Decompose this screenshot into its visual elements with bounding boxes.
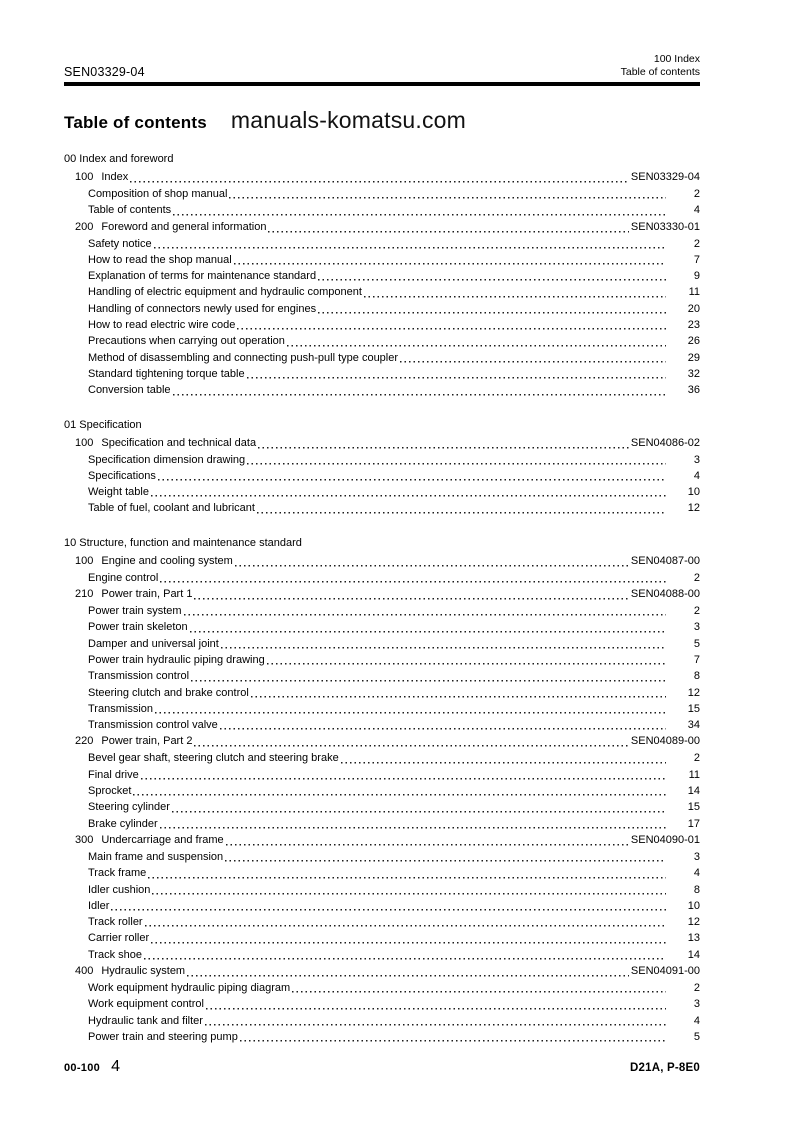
item-title: How to read electric wire code	[88, 319, 236, 332]
toc-item-row	[88, 947, 700, 963]
toc-item-row	[88, 301, 700, 317]
dot-leader	[194, 733, 628, 750]
toc-item-row	[88, 619, 700, 635]
dot-leader	[160, 570, 666, 586]
toc-item-row	[88, 1013, 700, 1029]
item-title: Work equipment control	[88, 998, 204, 1011]
toc-group	[64, 535, 700, 1045]
item-page: 36	[687, 384, 700, 397]
header-section-info	[621, 53, 700, 79]
dot-leader	[318, 268, 666, 284]
item-title: Main frame and suspension	[88, 850, 224, 863]
toc-item-row	[88, 767, 700, 783]
header-doc-code: SEN03329-04	[64, 65, 145, 79]
header-section-line1: 100 Index	[653, 53, 700, 65]
dot-leader	[172, 799, 666, 815]
item-page: 14	[687, 948, 700, 961]
toc-chapter-row	[75, 963, 700, 980]
toc-item-row	[88, 865, 700, 881]
dot-leader	[141, 767, 666, 783]
item-title: Engine control	[88, 571, 159, 584]
item-title: Damper and universal joint	[88, 637, 219, 650]
item-page: 2	[693, 188, 700, 200]
dot-leader	[194, 586, 628, 603]
dot-leader	[229, 186, 666, 202]
item-title: Weight table	[88, 486, 149, 499]
dot-leader	[151, 484, 666, 500]
item-title: Specification dimension drawing	[88, 453, 246, 466]
footer-section-code: 00-100	[64, 1062, 101, 1074]
item-page: 12	[687, 502, 700, 515]
item-title: Composition of shop manual	[88, 188, 228, 200]
item-title: Transmission control	[88, 670, 190, 683]
item-title: Steering clutch and brake control	[88, 686, 249, 699]
dot-leader	[160, 816, 666, 832]
item-title: Handling of connectors newly used for engines	[88, 302, 317, 315]
item-title: Power train skeleton	[88, 621, 188, 634]
dot-leader	[133, 783, 666, 799]
dot-leader	[267, 652, 666, 668]
toc-item-row	[88, 268, 700, 284]
item-page: 13	[687, 932, 700, 945]
item-title: Sprocket	[88, 785, 132, 798]
item-title: Transmission control valve	[88, 719, 218, 732]
item-title: Conversion table	[88, 384, 171, 397]
toc-item-row	[88, 685, 700, 701]
toc-item-row	[88, 914, 700, 930]
item-title: Power train hydraulic piping drawing	[88, 653, 265, 666]
chapter-number: 220	[75, 735, 94, 748]
chapter-ref: SEN04089-00	[630, 735, 700, 748]
dot-leader	[235, 553, 629, 570]
item-page: 8	[693, 883, 700, 896]
dot-leader	[173, 382, 666, 398]
item-page: 2	[693, 571, 700, 584]
item-title: Bevel gear shaft, steering clutch and steering brake	[88, 752, 339, 765]
toc-item-row	[88, 382, 700, 398]
page	[64, 0, 700, 1045]
toc-item-row	[88, 1029, 700, 1045]
dot-leader	[187, 963, 629, 980]
item-page: 8	[693, 670, 700, 683]
page-footer	[64, 1058, 700, 1076]
item-title: How to read the shop manual	[88, 253, 232, 266]
dot-leader	[287, 333, 666, 349]
item-page: 9	[693, 270, 700, 283]
item-page: 2	[693, 605, 700, 618]
dot-leader	[206, 996, 666, 1012]
item-page: 26	[687, 335, 700, 348]
dot-leader	[158, 468, 666, 484]
dot-leader	[154, 236, 666, 252]
toc-item-row	[88, 636, 700, 652]
toc-item-row	[88, 816, 700, 832]
chapter-ref: SEN04091-00	[630, 964, 700, 977]
item-title: Handling of electric equipment and hydraulic component	[88, 286, 362, 299]
item-page: 34	[687, 719, 700, 732]
chapter-number: 300	[75, 833, 94, 846]
item-page: 32	[687, 367, 700, 380]
dot-leader	[234, 252, 666, 268]
item-title: Hydraulic tank and filter	[88, 1014, 203, 1027]
dot-leader	[237, 317, 666, 333]
toc-item-row	[88, 717, 700, 733]
item-title: Track frame	[88, 867, 147, 880]
dot-leader	[173, 202, 666, 218]
item-page: 10	[687, 899, 700, 912]
footer-left	[64, 1058, 120, 1076]
toc-item-row	[88, 668, 700, 684]
toc-item-row	[88, 236, 700, 252]
chapter-number: 100	[75, 436, 94, 449]
chapter-number: 400	[75, 964, 94, 977]
toc-group	[64, 151, 700, 399]
toc-item-row	[88, 799, 700, 815]
item-page: 7	[693, 653, 700, 666]
item-page: 2	[693, 752, 700, 765]
chapter-title: Hydraulic system	[101, 964, 186, 977]
toc-item-row	[88, 284, 700, 300]
item-page: 4	[693, 469, 700, 482]
title-row	[64, 107, 700, 134]
toc-item-row	[88, 468, 700, 484]
item-page: 12	[687, 916, 700, 929]
chapter-title: Index	[101, 171, 129, 183]
chapter-title: Foreword and general information	[101, 220, 267, 233]
chapter-ref: SEN03329-04	[630, 171, 700, 183]
item-page: 15	[687, 801, 700, 814]
item-page: 7	[693, 253, 700, 266]
item-title: Idler cushion	[88, 883, 151, 896]
toc-group-label: 00 Index and foreword	[64, 153, 174, 165]
dot-leader	[205, 1013, 666, 1029]
toc-item-row	[88, 350, 700, 366]
toc-chapter-row	[75, 733, 700, 750]
item-title: Transmission	[88, 702, 153, 715]
toc-item-row	[88, 701, 700, 717]
item-title: Brake cylinder	[88, 817, 158, 830]
chapter-ref: SEN04086-02	[630, 436, 700, 449]
toc-item-row	[88, 452, 700, 468]
toc-item-row	[88, 603, 700, 619]
dot-leader	[341, 750, 666, 766]
item-page: 4	[693, 204, 700, 217]
toc-item-row	[88, 996, 700, 1012]
dot-leader	[251, 685, 666, 701]
toc-item-row	[88, 882, 700, 898]
toc-item-row	[88, 849, 700, 865]
toc-group-label: 01 Specification	[64, 418, 142, 431]
toc-item-row	[88, 570, 700, 586]
dot-leader	[225, 849, 666, 865]
dot-leader	[268, 219, 628, 236]
toc-item-row	[88, 484, 700, 500]
toc-chapter-row	[75, 219, 700, 236]
dot-leader	[152, 882, 666, 898]
toc-group	[64, 417, 700, 517]
item-title: Safety notice	[88, 237, 152, 250]
header-section-line2: Table of contents	[620, 66, 700, 78]
toc-item-row	[88, 317, 700, 333]
item-title: Specifications	[88, 469, 156, 482]
table-of-contents	[64, 151, 700, 1045]
item-title: Table of contents	[88, 204, 172, 217]
item-page: 4	[693, 1014, 700, 1027]
chapter-number: 200	[75, 220, 94, 233]
dot-leader	[190, 619, 666, 635]
page-header	[64, 0, 700, 86]
toc-item-row	[88, 783, 700, 799]
item-page: 3	[693, 453, 700, 466]
chapter-ref: SEN04088-00	[630, 588, 700, 601]
dot-leader	[220, 717, 666, 733]
chapter-number: 210	[75, 588, 94, 601]
toc-item-row	[88, 333, 700, 349]
chapter-ref: SEN04087-00	[630, 554, 700, 567]
dot-leader	[400, 350, 666, 366]
item-title: Power train and steering pump	[88, 1030, 238, 1043]
watermark-text: manuals-komatsu.com	[230, 107, 467, 133]
dot-leader	[145, 914, 666, 930]
toc-item-row	[88, 980, 700, 996]
page-title: Table of contents	[64, 113, 207, 132]
item-page: 11	[688, 768, 700, 781]
item-title: Explanation of terms for maintenance standard	[88, 270, 317, 283]
item-page: 14	[687, 785, 700, 798]
toc-item-row	[88, 202, 700, 218]
toc-chapter-row	[75, 435, 700, 452]
item-title: Method of disassembling and connecting push-pull type coupler	[88, 351, 399, 364]
chapter-ref: SEN04090-01	[630, 833, 700, 846]
item-title: Table of fuel, coolant and lubricant	[88, 502, 255, 515]
item-title: Work equipment hydraulic piping diagram	[88, 981, 291, 994]
dot-leader	[226, 832, 629, 849]
chapter-number: 100	[75, 554, 94, 567]
toc-item-row	[88, 898, 700, 914]
toc-chapter-row	[75, 832, 700, 849]
chapter-ref: SEN03330-01	[630, 220, 700, 233]
item-title: Power train system	[88, 605, 182, 618]
item-page: 3	[693, 850, 700, 863]
chapter-title: Specification and technical data	[101, 436, 257, 449]
dot-leader	[221, 636, 666, 652]
item-page: 20	[687, 302, 700, 315]
toc-item-row	[88, 652, 700, 668]
chapter-title: Engine and cooling system	[101, 554, 233, 567]
footer-model-code: D21A, P-8E0	[630, 1062, 700, 1074]
toc-chapter-row	[75, 553, 700, 570]
dot-leader	[191, 668, 666, 684]
dot-leader	[257, 500, 666, 516]
item-title: Track roller	[88, 916, 143, 929]
dot-leader	[155, 701, 666, 717]
item-page: 29	[687, 351, 700, 364]
toc-group-label: 10 Structure, function and maintenance standard	[64, 536, 302, 549]
toc-item-row	[88, 366, 700, 382]
item-page: 2	[693, 237, 700, 250]
dot-leader	[148, 865, 666, 881]
toc-chapter-row	[75, 169, 700, 186]
chapter-title: Undercarriage and frame	[101, 833, 224, 846]
item-page: 2	[693, 981, 700, 994]
dot-leader	[111, 898, 666, 914]
item-page: 17	[687, 817, 700, 830]
chapter-title: Power train, Part 1	[101, 588, 193, 601]
item-page: 3	[693, 998, 700, 1011]
dot-leader	[258, 435, 629, 452]
dot-leader	[364, 284, 666, 300]
item-page: 3	[693, 621, 700, 634]
dot-leader	[292, 980, 666, 996]
toc-item-row	[88, 750, 700, 766]
item-page: 4	[693, 867, 700, 880]
dot-leader	[247, 452, 666, 468]
item-title: Idler	[88, 899, 110, 912]
item-title: Carrier roller	[88, 932, 150, 945]
toc-item-row	[88, 252, 700, 268]
item-page: 15	[687, 702, 700, 715]
dot-leader	[318, 301, 666, 317]
item-title: Precautions when carrying out operation	[88, 335, 285, 348]
chapter-number: 100	[75, 171, 94, 183]
toc-item-row	[88, 500, 700, 516]
dot-leader	[144, 947, 666, 963]
item-page: 23	[687, 319, 700, 332]
item-page: 5	[693, 1030, 700, 1043]
item-page: 5	[693, 637, 700, 650]
item-title: Steering cylinder	[88, 801, 170, 814]
footer-page-number: 4	[111, 1058, 120, 1075]
toc-chapter-row	[75, 586, 700, 603]
item-title: Track shoe	[88, 948, 143, 961]
item-page: 12	[687, 686, 700, 699]
item-title: Final drive	[88, 768, 139, 781]
item-page: 11	[688, 286, 700, 299]
dot-leader	[240, 1029, 666, 1045]
dot-leader	[184, 603, 666, 619]
toc-item-row	[88, 930, 700, 946]
toc-item-row	[88, 186, 700, 202]
dot-leader	[130, 169, 629, 186]
dot-leader	[247, 366, 666, 382]
dot-leader	[151, 930, 666, 946]
item-page: 10	[687, 486, 700, 499]
item-title: Standard tightening torque table	[88, 367, 245, 380]
chapter-title: Power train, Part 2	[101, 735, 193, 748]
